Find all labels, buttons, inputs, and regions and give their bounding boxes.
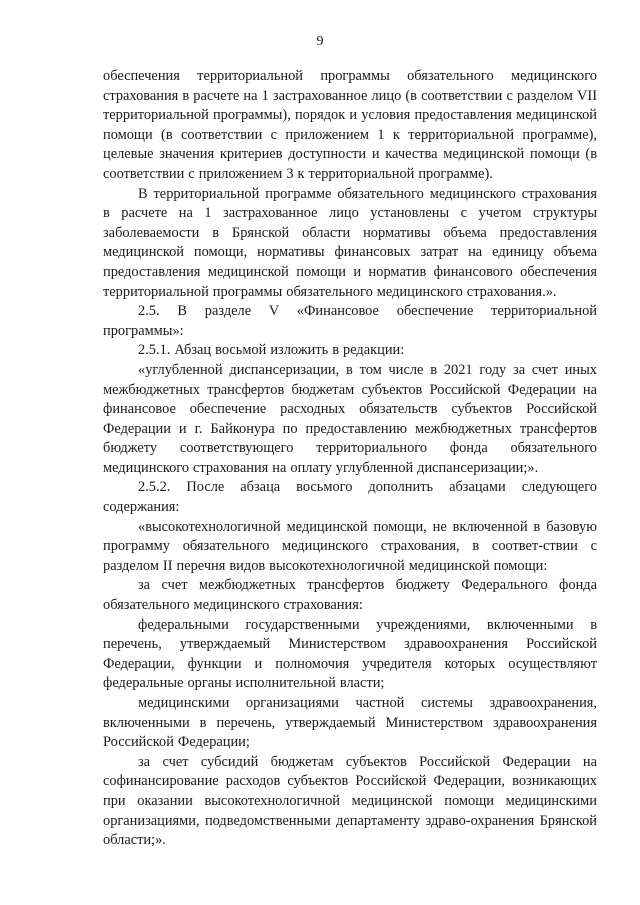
paragraph-private-organizations: медицинскими организациями частной системы здравоохранения, включенными в перечень, утверждаемый Министерством здравоохранения Российской Федерации; — [103, 695, 597, 751]
paragraph-high-tech-care: «высокотехнологичной медицинской помощи, не включенной в базовую программу обязательного медицинского страхования, в соответ-ствии с разделом II перечня видов высокотехнологичной медицинской помощи: — [103, 518, 597, 574]
paragraph-2-5-2: 2.5.2. После абзаца восьмого дополнить абзацами следующего содержания: — [103, 479, 597, 516]
paragraph-2-5-section-v: 2.5. В разделе V «Финансовое обеспечение территориальной программы»: — [103, 303, 597, 339]
paragraph-federal-institutions: федеральными государственными учреждениями, включенными в перечень, утверждаемый Министерством здравоохранения Российской Федерации, функции и полномочия учредителя которых осуществляют федеральные органы исполнительной власти; — [103, 616, 597, 692]
paragraph-program-conditions: обеспечения территориальной программы обязательного медицинского страхования в расчете на 1 застрахованное лицо (в соответствии с разделом VII территориальной программы), порядок и условия предоставления медицинской помощи (в соответствии с приложением 1 к территориальной программе), целевые значения критериев доступности и качества медицинской помощи (в соответствии с приложением 3 к территориальной программе). — [103, 68, 597, 182]
paragraph-in-depth-screening: «углубленной диспансеризации, в том числе в 2021 году за счет иных межбюджетных трансфертов бюджетам субъектов Российской Федерации на финансовое обеспечение расходных обязательств субъектов Российской Федерации и г. Байконура по предоставлению межбюджетных трансфертов бюджету соответствующего территориального фонда обязательного медицинского страхования на оплату углубленной диспансеризации;». — [103, 361, 597, 476]
document-body — [103, 67, 597, 851]
paragraph-federal-fund-transfers: за счет межбюджетных трансфертов бюджету Федерального фонда обязательного медицинского страхования: — [103, 577, 597, 614]
paragraph-2-5-1: 2.5.1. Абзац восьмой изложить в редакции: — [138, 342, 405, 359]
paragraph-volume-norms: В территориальной программе обязательного медицинского страхования в расчете на 1 застрахованное лицо установлены с учетом структуры заболеваемости в Брянской области нормативы объема предоставления медицинской помощи, нормативы финансовых затрат на единицу объема предоставления медицинской помощи и норматив финансового обеспечения территориальной программы обязательного медицинского страхования.». — [103, 185, 597, 300]
paragraph-subsidies: за счет субсидий бюджетам субъектов Российской Федерации на софинансирование расходов субъектов Российской Федерации, возникающих при оказании высокотехнологичной медицинской помощи медицинскими организациями, подведомственными департаменту здраво-охранения Брянской области;». — [103, 753, 597, 849]
page-number: 9 — [316, 34, 324, 49]
